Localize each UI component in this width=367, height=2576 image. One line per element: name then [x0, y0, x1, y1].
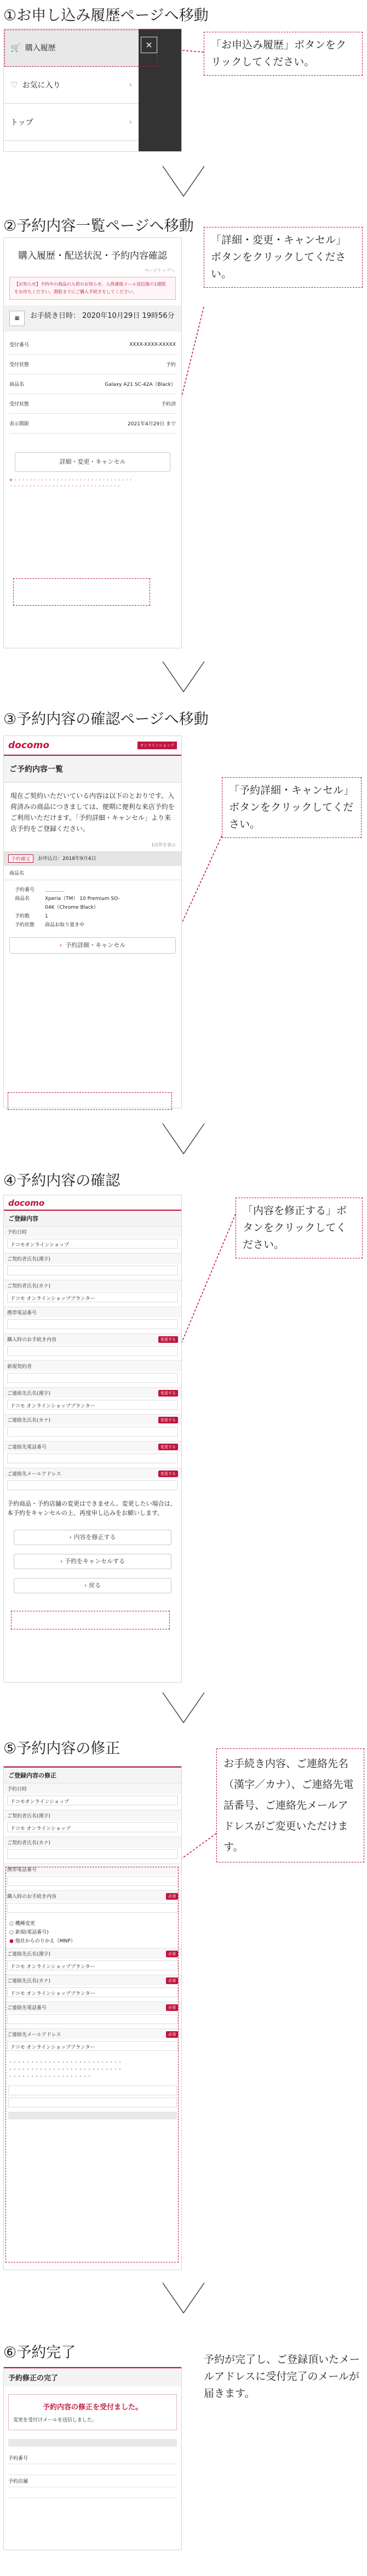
- divider: [8, 2439, 177, 2447]
- step5-callout: お手続き内容、ご連絡先名（漢字／カナ）、ご連絡先電話番号、ご連絡先メールアドレスがご変更いただけます。: [216, 1748, 364, 1862]
- form-field: [4, 1307, 181, 1329]
- form-field: [4, 1414, 181, 1437]
- field-label: ご連絡先電話番号: [7, 2005, 47, 2011]
- field-badge[interactable]: 必須: [166, 1977, 178, 1984]
- step1-title: ①お申し込み履歴ページへ移動: [3, 7, 209, 24]
- notice-box: 【お知らせ】予約中の商品の入荷のお知らせ。入荷連絡メール送信後の1週間 をお待ちください。期限までにご購入手続きをしてください。: [9, 277, 176, 300]
- heart-icon: ♡: [10, 79, 18, 90]
- step4-screenshot: [3, 1195, 182, 1683]
- cancel-reservation-button[interactable]: › 予約をキャンセルする: [14, 1554, 171, 1569]
- field-badge[interactable]: 必須: [166, 2031, 178, 2038]
- page-title: 購入履歴・配送状況・予約内容確認: [18, 250, 167, 261]
- form-heading: ご登録内容: [4, 1210, 181, 1226]
- form-field: [4, 1280, 181, 1302]
- form-field: [4, 1253, 181, 1275]
- radio-option[interactable]: ● 他社からのりかえ（MNP）: [9, 1939, 76, 1944]
- field-value: [7, 1427, 178, 1437]
- footnote: ※ ・・・・・・・・・・・・・・・・・・・・・・・・・・・・・・・ ・・・・・・・・・・・・・・・・・・・・・・・・・・・・・: [9, 478, 133, 488]
- step5-title: ⑤予約内容の修正: [3, 1740, 121, 1757]
- form-field: [4, 1226, 181, 1249]
- order-date-bar: [4, 305, 181, 332]
- status-date: お申込日：2018年9月4日: [38, 856, 96, 862]
- field-value: [7, 1266, 178, 1275]
- step1-callout: 「お申込み履歴」ボタンをクリックしてください。: [204, 32, 363, 76]
- docomo-logo: docomo: [8, 739, 49, 751]
- down-arrow-icon: [162, 1121, 205, 1159]
- status-badge: 予約確定: [8, 854, 33, 863]
- down-arrow-icon: [162, 1690, 205, 1728]
- form-field: [4, 1387, 181, 1410]
- field-label: 予約日時: [7, 1230, 27, 1235]
- menu-item-top[interactable]: [4, 104, 139, 141]
- form-field: [4, 1810, 181, 1832]
- field-value: [7, 1454, 178, 1463]
- step3-screenshot: [3, 736, 182, 1108]
- site-header: [4, 736, 181, 755]
- table-row: 受付番号 XXXX-XXXX-XXXXX: [9, 335, 176, 355]
- form-heading: ご登録内容の修正: [4, 1766, 181, 1783]
- chevron-right-icon: ›: [129, 117, 132, 127]
- list-heading: ご予約内容一覧: [4, 755, 181, 783]
- status-bar: [4, 851, 181, 866]
- site-header: [4, 1195, 181, 1210]
- field-label: 予約日時: [7, 1787, 27, 1792]
- complete-message: 予約内容の修正を受付ました。: [42, 2403, 142, 2412]
- highlight-reservation-button: [8, 1092, 172, 1110]
- cart-icon: 🛒: [10, 42, 21, 53]
- intro-text: 現在ご契約いただいている内容は以下のとおりです。入荷済みの商品につきましては、便期に便利な来店予約をご利用いただけます。「予約詳細・キャンセル」より来店予約をご登録ください。: [10, 792, 175, 833]
- highlight-edit-button: [11, 1611, 170, 1629]
- radio-option[interactable]: ○ 新規(電話番号): [9, 1930, 49, 1935]
- registered-fields: [4, 1226, 181, 1490]
- step4-callout: 「内容を修正する」ボタンをクリックしてください。: [236, 1198, 363, 1258]
- field-badge[interactable]: 変更する: [158, 1390, 178, 1397]
- page-top-link[interactable]: ページトップへ: [144, 268, 175, 273]
- table-row: 表示期限 2021年4月29日 まで: [9, 414, 176, 434]
- detail-change-cancel-button[interactable]: 詳細・変更・キャンセル: [15, 452, 170, 472]
- field-label: ご契約者氏名(漢字): [7, 1257, 51, 1262]
- menu-item-favorites[interactable]: [4, 66, 139, 104]
- back-button[interactable]: › 戻る: [14, 1578, 171, 1593]
- form-field: [4, 1468, 181, 1490]
- field-label: ご連絡先氏名(漢字): [7, 1391, 51, 1397]
- field-badge[interactable]: 変更する: [158, 1336, 178, 1343]
- step4-title: ④予約内容の確認: [3, 1172, 121, 1189]
- menu-item-label: 購入履歴: [25, 43, 56, 53]
- field-badge[interactable]: 変更する: [158, 1417, 178, 1423]
- field-label: 新規契約者: [7, 1364, 32, 1370]
- field-value: ドコモ オンラインショッププランター: [7, 1961, 178, 1970]
- field-value: ドコモオンラインショップ: [7, 1239, 178, 1249]
- radio-icon: ○: [9, 1930, 14, 1935]
- field-value: [7, 1480, 178, 1490]
- field-value: [7, 1849, 178, 1859]
- edit-content-button[interactable]: › 内容を修正する: [14, 1530, 171, 1545]
- field-badge[interactable]: 変更する: [158, 1471, 178, 1477]
- docomo-logo: docomo: [8, 1198, 45, 1208]
- step3-title: ③予約内容の確認ページへ移動: [3, 711, 209, 728]
- field-badge[interactable]: 必須: [166, 1951, 178, 1957]
- field-label: ご契約者氏名(漢字): [7, 1814, 51, 1819]
- field-badge[interactable]: 変更する: [158, 1444, 178, 1450]
- radio-icon: ○: [9, 1921, 14, 1927]
- radio-option[interactable]: ○ 機種変更: [9, 1921, 35, 1927]
- highlight-editable-area: [5, 1867, 179, 2262]
- field-badge[interactable]: 必須: [166, 1893, 178, 1900]
- complete-heading: 予約修正の完了: [4, 2367, 181, 2386]
- field-label: ご契約者氏名(カナ): [7, 1284, 51, 1289]
- field-label: ご連絡先メールアドレス: [7, 2032, 61, 2038]
- mail-notes: ・・・・・・・・・・・・・・・・・・・・・・・・・・ ・・・・・・・・・・・・・・・・・・・・・・・・・・ ・・・・・・・・・・・・・・・・・・・: [8, 2060, 122, 2079]
- field-value: ドコモオンラインショップ: [7, 1796, 178, 1805]
- down-arrow-icon: [162, 163, 205, 202]
- field-label: ご連絡先氏名(カナ): [7, 1418, 51, 1423]
- highlight-history: [4, 30, 158, 67]
- form-field: [4, 1360, 181, 1383]
- field-value: ドコモ オンラインショッププランター: [7, 1292, 178, 1302]
- form-field: [4, 1333, 181, 1356]
- complete-message-box: [8, 2394, 177, 2430]
- chevron-right-icon: ›: [129, 80, 132, 89]
- menu-item-label: お気に入り: [22, 81, 61, 90]
- step3-callout: 「予約詳細・キャンセル」ボタンをクリックしてください。: [222, 777, 362, 838]
- calendar-icon: ▦: [9, 311, 25, 326]
- highlight-detail-button: [13, 578, 150, 606]
- field-value: [7, 1373, 178, 1383]
- table-row: 受付状態 予約: [9, 355, 176, 374]
- field-value: ドコモ オンラインショップ: [7, 1822, 178, 1832]
- field-value: ドコモ オンラインショッププランター: [7, 2041, 178, 2051]
- step6-title: ⑥予約完了: [3, 2344, 76, 2361]
- down-arrow-icon: [162, 2280, 205, 2318]
- table-row: 予約番号 予約店舗: [8, 2452, 177, 2498]
- change-note: 予約商品・予約店舗の変更はできません。変更したい場合は、本予約をキャンセルの上、再度申し込みをお願いします。: [7, 1500, 176, 1517]
- field-label: 購入時のお手続き内容: [7, 1894, 57, 1900]
- table-row: 商品名 Galaxy A21 SC-42A（Black）: [9, 374, 176, 394]
- field-label: ご連絡先氏名(カナ): [7, 1979, 51, 1984]
- form-field: [4, 1441, 181, 1463]
- field-label: ご契約者氏名(カナ): [7, 1840, 51, 1846]
- reservation-detail-cancel-button[interactable]: › 予約詳細・キャンセル: [9, 937, 176, 954]
- field-label: ご連絡先氏名(漢字): [7, 1952, 51, 1957]
- form-field: [4, 1837, 181, 1859]
- order-table: [4, 332, 181, 437]
- field-label: ご連絡先電話番号: [7, 1445, 47, 1450]
- radio-selected-icon: ●: [9, 1939, 14, 1944]
- date-value: 2020年10月29日 19時56分: [82, 312, 175, 320]
- result-count: 1/1件を表示: [151, 842, 176, 847]
- form-field: [4, 1783, 181, 1805]
- field-label: 携帯電話番号: [7, 1310, 37, 1316]
- date-label: お手続き日時：: [30, 312, 81, 320]
- field-value: ドコモ オンラインショッププランター: [7, 1400, 178, 1410]
- field-label: 購入時のお手続き内容: [7, 1337, 57, 1343]
- field-label: 携帯電話番号: [7, 1867, 37, 1873]
- menu-item-label: トップ: [10, 118, 33, 127]
- complete-submessage: 変更を受付けメールを送信しました。: [13, 2418, 97, 2423]
- chevron-right-icon: ›: [59, 942, 62, 949]
- step6-screenshot: [3, 2367, 182, 2550]
- field-badge[interactable]: 必須: [166, 2004, 178, 2011]
- close-icon[interactable]: ×: [141, 37, 157, 53]
- step2-title: ②予約内容一覧ページへ移動: [3, 218, 194, 235]
- shop-tag: オンラインショップ: [137, 742, 177, 749]
- step2-callout: 「詳細・変更・キャンセル」ボタンをクリックしてください。: [204, 227, 363, 288]
- field-value: ドコモ オンラインショッププランター: [7, 1987, 178, 1997]
- reservation-rows: 予約番号 ＿＿＿＿ 商品名 Xperia（TM） 10 Premium SO-04K（Chrome Black） 予約数 1 予約状態 商品お取り置き中: [15, 887, 120, 928]
- step6-callout: 予約が完了し、ご登録頂いたメールアドレスに受付完了のメールが届きます。: [204, 2353, 360, 2400]
- product-label: 商品名: [4, 866, 181, 880]
- down-arrow-icon: [162, 659, 205, 697]
- field-value: [7, 1319, 178, 1329]
- table-row: 受付状態 予約済: [9, 394, 176, 414]
- field-label: ご連絡先メールアドレス: [7, 1472, 61, 1477]
- field-value: [7, 1346, 178, 1356]
